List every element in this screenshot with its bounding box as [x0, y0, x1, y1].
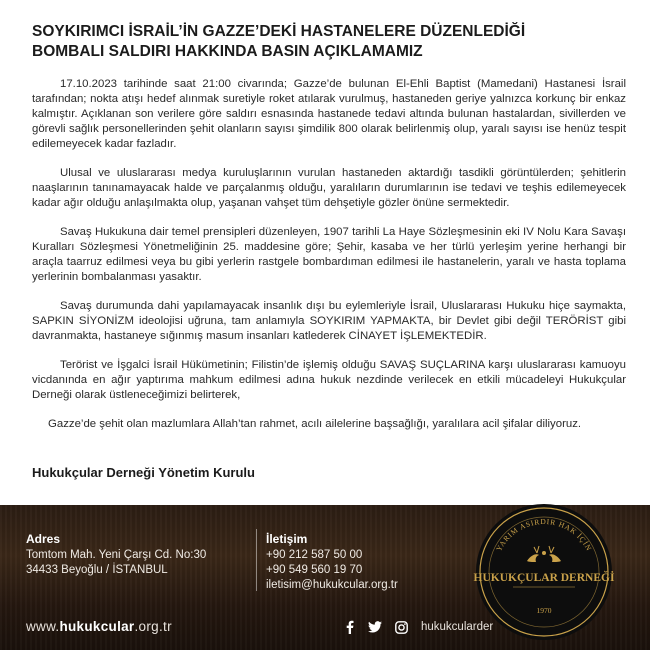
- title-line-2: BOMBALI SALDIRI HAKKINDA BASIN AÇIKLAMAMIZ: [32, 43, 423, 60]
- page-title: [32, 22, 622, 62]
- website-suffix: .org.tr: [134, 619, 172, 634]
- email-link[interactable]: iletisim@hukukcular.org.tr: [266, 579, 398, 591]
- social-links: [341, 619, 493, 635]
- instagram-icon[interactable]: [393, 619, 409, 635]
- social-handle[interactable]: hukukcularder: [421, 621, 494, 633]
- contact-label: İletişim: [266, 532, 308, 546]
- phone-2[interactable]: +90 549 560 19 70: [266, 564, 363, 576]
- association-logo: [473, 501, 615, 643]
- twitter-icon[interactable]: [367, 619, 383, 635]
- paragraph: Terörist ve İşgalci İsrail Hükümetinin; Filistin’de işlemiş olduğu SAVAŞ SUÇLARINA karşı uluslararası kamuoyu vicdanında en ağır yaptırıma mahkum edilmesi adına hukuk nezdinde verilecek en etkili mücadeleyi Hukukçular Derneği olarak üstleneceğimizi belirterek,: [32, 359, 626, 401]
- logo-name: HUKUKÇULAR DERNEĞİ: [473, 572, 615, 584]
- logo-ring-text: YARIM ASIRDIR HAK İÇİN: [494, 516, 594, 553]
- statement-body: [32, 77, 626, 432]
- website-prefix: www.: [26, 619, 60, 634]
- website-main: hukukcular: [59, 619, 135, 634]
- paragraph: Savaş durumunda dahi yapılamayacak insanlık dışı bu eylemleriyle İsrail, Uluslararası Hukuku hiçe saymakta, SAPKIN SİYONİZM ideolojisi uğruna, tam anlamıyla SOYKIRIM YAPMAKTA, bir Devlet gibi değil TERÖRİST gibi davranmakta, hastaneye sığınmış masum insanları katlederek CİNAYET İŞLEMEKTEDİR.: [32, 300, 626, 342]
- paragraph: 17.10.2023 tarihinde saat 21:00 civarında; Gazze’de bulunan El-Ehli Baptist (Mamedani) Hastanesi İsrail tarafından; nokta atışı hedef alınmak suretiyle roket atılarak vurulmuş, hastaneden geriye yalnızca korkunç bir enkaz kalmıştır. Açıklanan son verilere göre saldırı esnasında hastanede tedavi altında bulunan hastalardan, sivillerden ve görevli sağlık personellerinden şehit olanların sayısı şimdilik 800 olarak belirlenmiş olup, yaralı sayısı ise henüz tespit edilemeyecek kadar fazladır.: [32, 78, 626, 150]
- address-label: Adres: [26, 532, 61, 546]
- facebook-icon[interactable]: [341, 619, 357, 635]
- logo-year: 1970: [536, 606, 552, 615]
- closing-paragraph: Gazze’de şehit olan mazlumlara Allah’tan rahmet, acılı ailelerine başsağlığı, yaralılara acil şifalar diliyoruz.: [48, 418, 582, 430]
- phone-1[interactable]: +90 212 587 50 00: [266, 549, 363, 561]
- signature: Hukukçular Derneği Yönetim Kurulu: [32, 465, 255, 480]
- address-line-1: Tomtom Mah. Yeni Çarşı Cd. No:30: [26, 549, 207, 561]
- footer: [0, 505, 650, 650]
- paragraph: Savaş Hukukuna dair temel prensipleri düzenleyen, 1907 tarihli La Haye Sözleşmesinin eki IV Nolu Kara Savaşı Kuralları Sözleşmesi Yönetmeliğinin 25. maddesine göre; Şehir, kasaba ve her türlü yerleşim yerine herhangi bir araçla taarruz edilmesi veya bu gibi yerlerin rastgele bombardıman edilmesi ile hastanelerin, yaralı ve hasta toplama yerlerinin bombalanması yasaktır.: [32, 226, 626, 283]
- website-link[interactable]: [26, 619, 172, 634]
- paragraph: Ulusal ve uluslararası medya kuruluşlarının vurulan hastaneden aktardığı tasdikli görüntülerden; şehitlerin naaşlarının tanınamayacak halde ve parçalanmış olduğu, yaralıların durumlarının ise tedavi ve teşhis edilemeyecek kadar ağır olduğu anlaşılmakta olup, yaşanan vahşet tüm dehşetiyle gözler önüne sermektedir.: [32, 167, 626, 209]
- footer-divider: [256, 529, 257, 591]
- title-line-1: SOYKIRIMCI İSRAİL’İN GAZZE’DEKİ HASTANELERE DÜZENLEDİĞİ: [32, 23, 526, 40]
- address-line-2: 34433 Beyoğlu / İSTANBUL: [26, 564, 168, 576]
